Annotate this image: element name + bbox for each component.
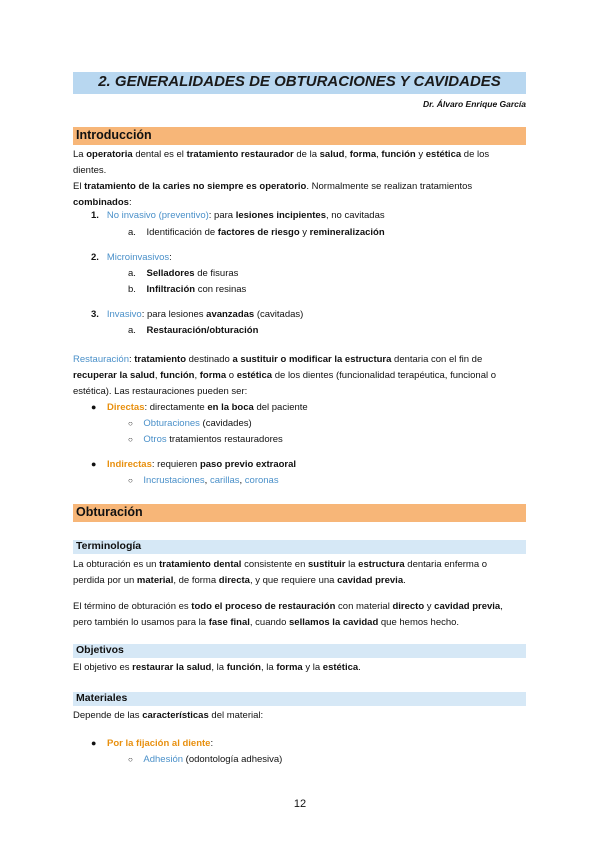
page-number: 12 (293, 798, 307, 810)
subsection-heading-terminologia: Terminología (76, 540, 142, 552)
list-subitem-1a: a. Identificación de factores de riesgo y remineralización (128, 227, 385, 238)
list-subitem-2a: a. Selladores de fisuras (128, 268, 239, 279)
list-item-2: 2. Microinvasivos: (91, 252, 172, 263)
bullet-sub-incrustaciones: ○ Incrustaciones, carillas, coronas (128, 475, 279, 486)
list-subitem-2b: b. Infiltración con resinas (128, 284, 247, 295)
materiales-paragraph: Depende de las características del material: (73, 710, 264, 721)
list-subitem-3a: a. Restauración/obturación (128, 325, 259, 336)
bullet-indirectas: ● Indirectas: requieren paso previo extraoral (91, 459, 297, 470)
bullet-sub-obturaciones: ○ Obturaciones (cavidades) (128, 418, 252, 429)
restauracion-paragraph: Restauración: tratamiento destinado a sustituir o modificar la estructura dentaria con el fin de recuperar la salud, función, forma o estética de los dientes (funcionalidad terapéutica, funcional o estética). Las restauraciones pueden ser: (73, 354, 497, 397)
subsection-heading-objetivos: Objetivos (76, 644, 124, 656)
bullet-sub-otros: ○ Otros tratamientos restauradores (128, 434, 283, 445)
page-title: 2. GENERALIDADES DE OBTURACIONES Y CAVIDADES (98, 73, 501, 90)
list-item-3: 3. Invasivo: para lesiones avanzadas (cavitadas) (91, 309, 304, 320)
terminologia-paragraph-2: El término de obturación es todo el proceso de restauración con material directo y cavidad previa, pero también lo usamos para la fase final, cuando sellamos la cavidad que hemos hecho. (73, 601, 503, 628)
list-item-1: 1. No invasivo (preventivo): para lesiones incipientes, no cavitadas (91, 210, 385, 221)
section-heading-obturacion: Obturación (76, 505, 143, 519)
bullet-sub-adhesion: ○ Adhesión (odontología adhesiva) (128, 754, 283, 765)
subsection-band-materiales (73, 692, 526, 706)
subsection-band-objetivos (73, 644, 526, 658)
intro-paragraph-1: La operatoria dental es el tratamiento restaurador de la salud, forma, función y estética de los dientes. El tratamiento de la caries no siempre es operatorio. Normalmente se realizan tratamientos combinados: (73, 149, 490, 208)
section-heading-introduccion: Introducción (76, 128, 152, 142)
subsection-heading-materiales: Materiales (76, 692, 128, 704)
author: Dr. Álvaro Enrique García (423, 99, 526, 109)
objetivos-paragraph: El objetivo es restaurar la salud, la función, la forma y la estética. (73, 662, 361, 673)
bullet-directas: ● Directas: directamente en la boca del paciente (91, 402, 308, 413)
terminologia-paragraph-1: La obturación es un tratamiento dental consistente en sustituir la estructura dentaria enferma o perdida por un material, de forma directa, y que requiere una cavidad previa. (73, 559, 488, 586)
bullet-fijacion: ● Por la fijación al diente: (91, 738, 214, 749)
